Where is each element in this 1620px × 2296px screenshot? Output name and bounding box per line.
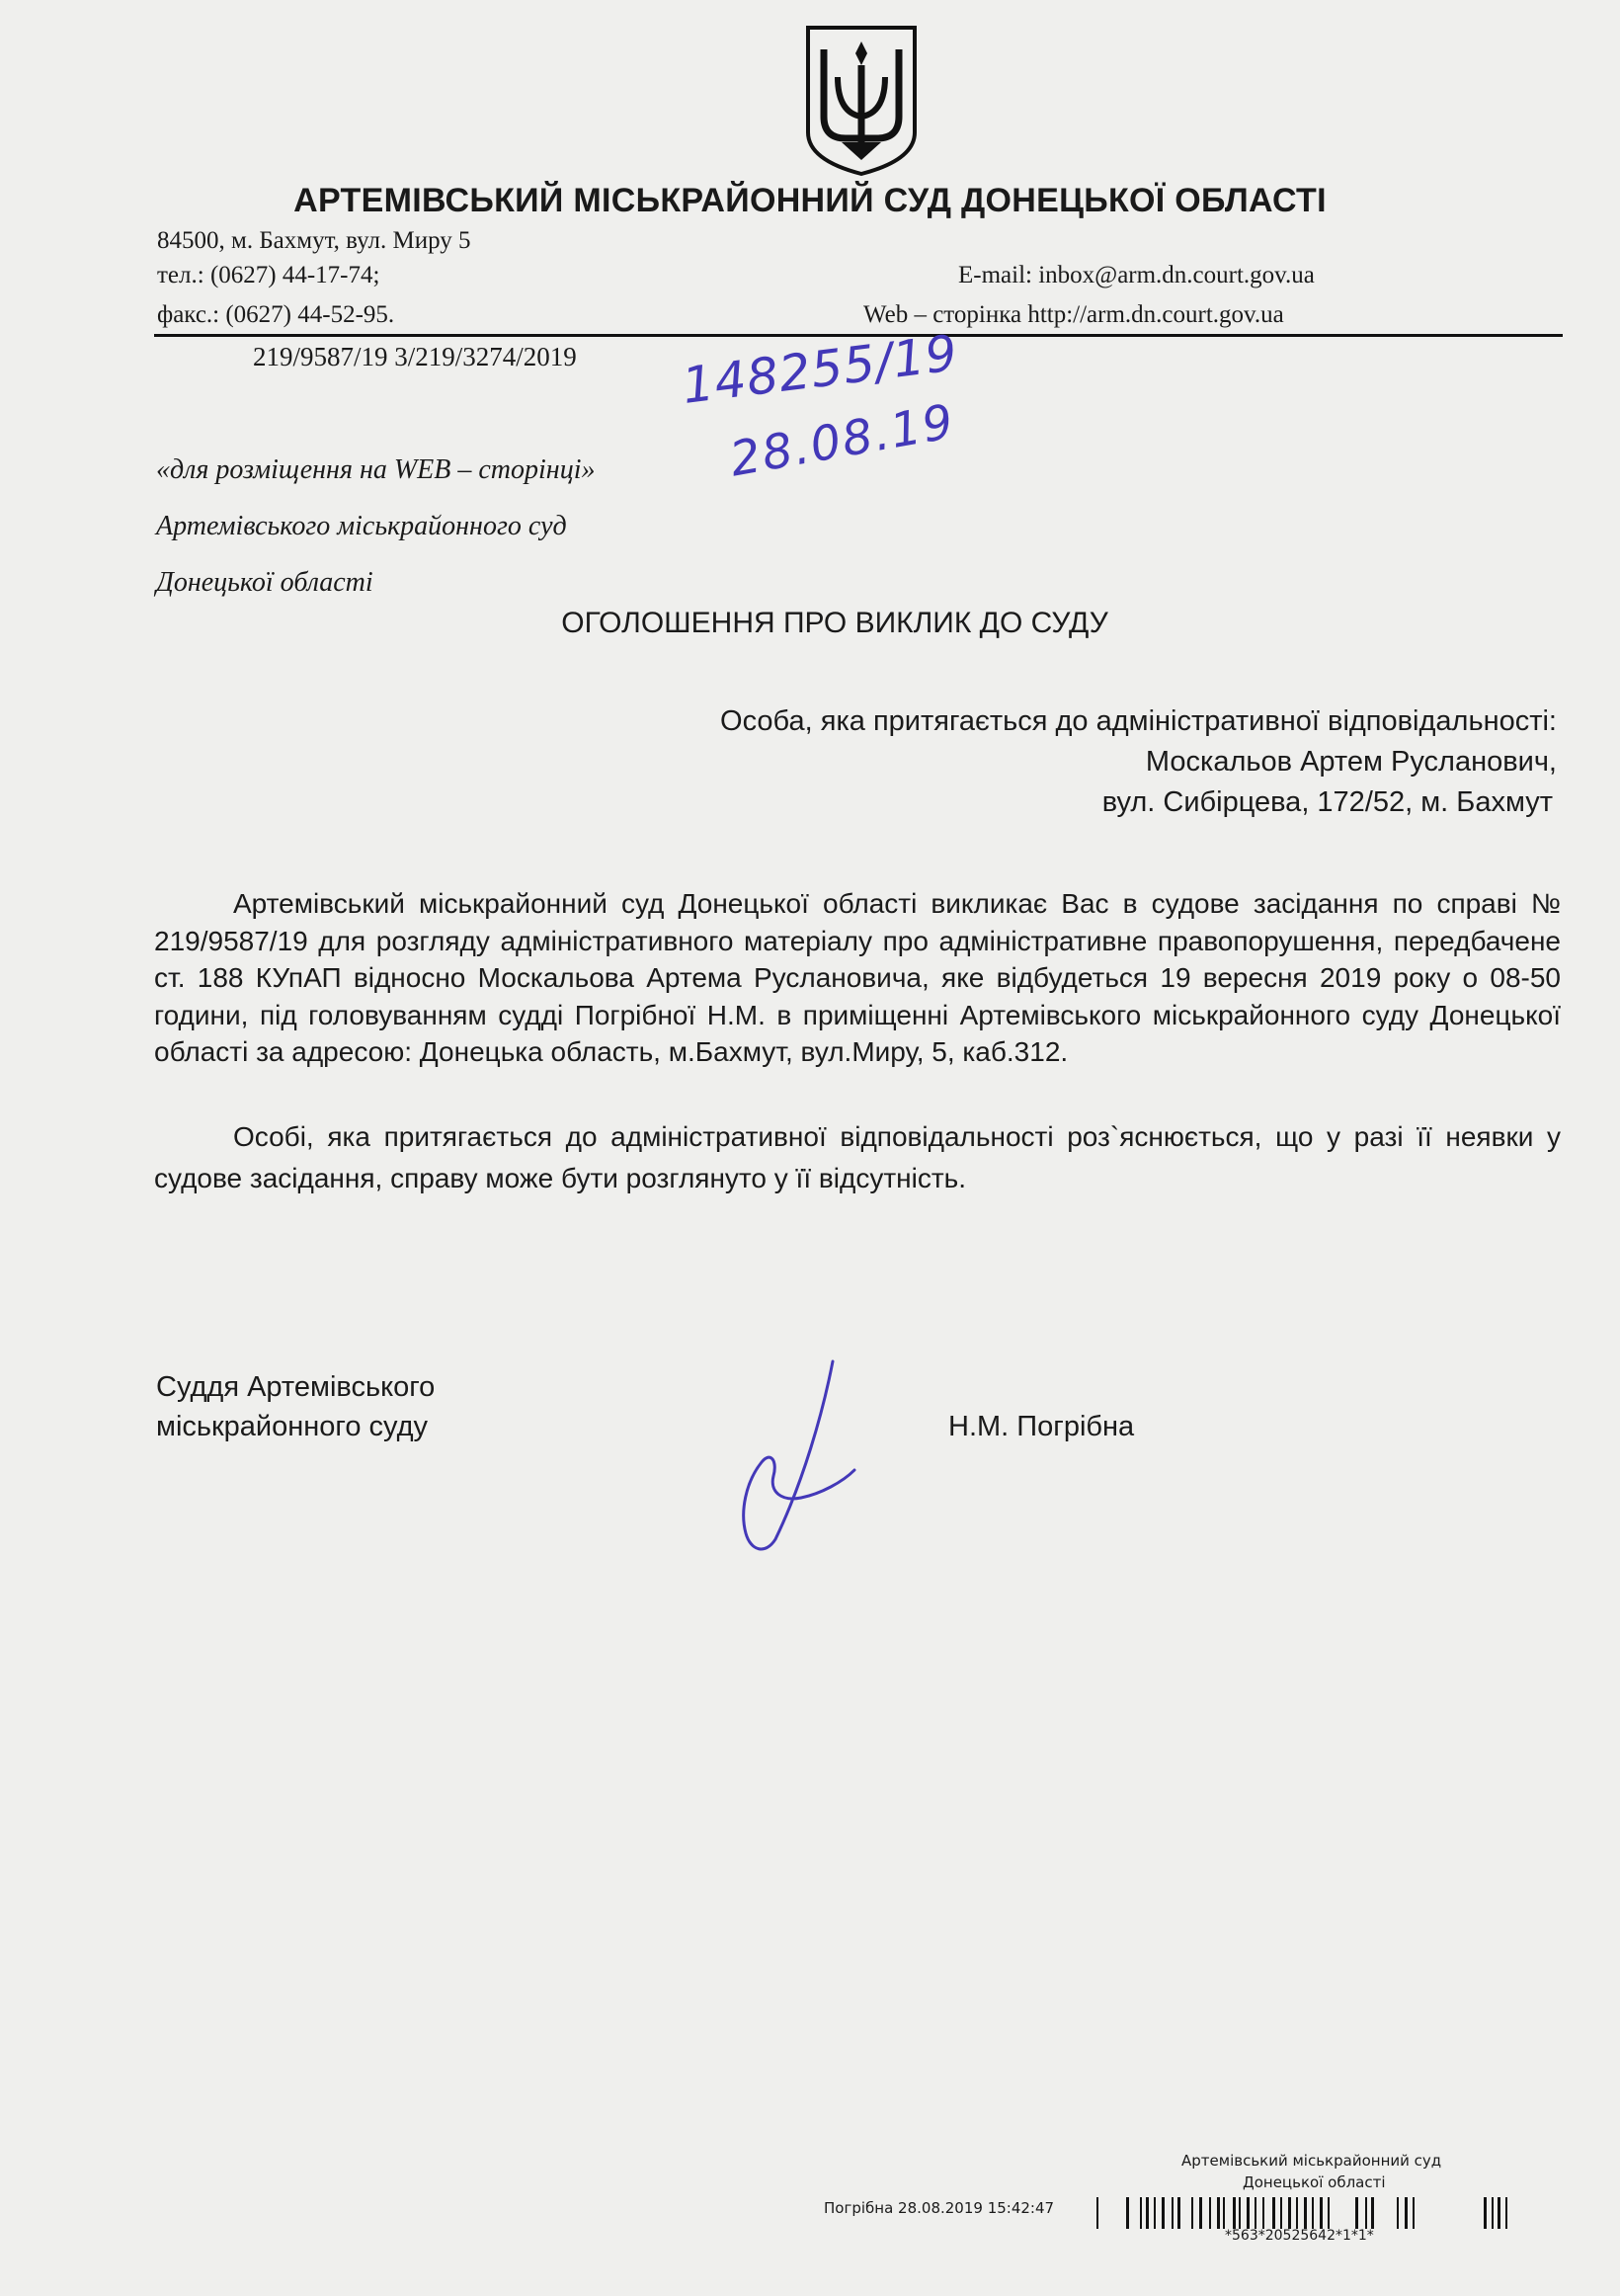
placement-note-line3: Донецької області [156, 567, 373, 598]
court-fax: факс.: (0627) 44-52-95. [157, 301, 395, 328]
stamp-organization-line2: Донецької області [1243, 2173, 1386, 2191]
judge-position-line2: міськрайонного суду [156, 1411, 429, 1442]
court-name: АРТЕМІВСЬКИЙ МІСЬКРАЙОННИЙ СУД ДОНЕЦЬКОЇ ОБЛАСТІ [293, 182, 1327, 219]
handwritten-registration-date: 28.08.19 [725, 393, 959, 488]
court-website: Web – сторінка http://arm.dn.court.gov.ua [863, 301, 1284, 328]
case-references: 219/9587/19 3/219/3274/2019 [253, 342, 577, 371]
announcement-title: ОГОЛОШЕННЯ ПРО ВИКЛИК ДО СУДУ [561, 607, 1108, 639]
judge-position-line1: Суддя Артемівського [156, 1371, 436, 1403]
addressee-address: вул. Сибірцева, 172/52, м. Бахмут [1101, 786, 1553, 818]
court-address: 84500, м. Бахмут, вул. Миру 5 [157, 227, 471, 254]
addressee-role: Особа, яка притягається до адміністративної відповідальності: [720, 705, 1557, 737]
absence-notice-paragraph: Особі, яка притягається до адміністративної відповідальності роз`яснюється, що у разі її неявки у судове засідання, справу може бути розглянуто у її відсутність. [154, 1121, 1561, 1193]
handwritten-registration-number: 148255/19 [679, 324, 961, 415]
barcode [1089, 2195, 1565, 2231]
stamp-registration-record: Погрібна 28.08.2019 15:42:47 [824, 2199, 1055, 2217]
barcode-number: *563*20525642*1*1* [1225, 2228, 1374, 2244]
court-phone: тел.: (0627) 44-17-74; [157, 262, 380, 288]
coat-of-arms-icon [802, 22, 921, 180]
placement-note-line2: Артемівського міськрайонного суд [156, 511, 567, 541]
placement-note-line1: «для розміщення на WEB – сторінці» [156, 454, 596, 485]
addressee-name: Москальов Артем Русланович, [1145, 746, 1557, 778]
summons-paragraph: Артемівський міськрайонний суд Донецької області викликає Вас в судове засідання по справі № 219/9587/19 для розгляду адміністративного матеріалу про адміністративне правопорушення, передбачене ст. 188 КУпАП відносно Москальова Артема Руслановича, яке відбудеться 19 вересня 2019 року о 08-50 години, під головуванням судді Погрібної Н.М. в приміщенні Артемівського міськрайонного суду Донецької області за адресою: Донецька область, м.Бахмут, вул.Миру, 5, каб.312. [154, 888, 1561, 1067]
judge-name: Н.М. Погрібна [948, 1411, 1135, 1442]
judge-signature [706, 1353, 864, 1561]
court-email: E-mail: inbox@arm.dn.court.gov.ua [958, 262, 1315, 288]
stamp-organization-line1: Артемівський міськрайонний суд [1181, 2152, 1442, 2170]
